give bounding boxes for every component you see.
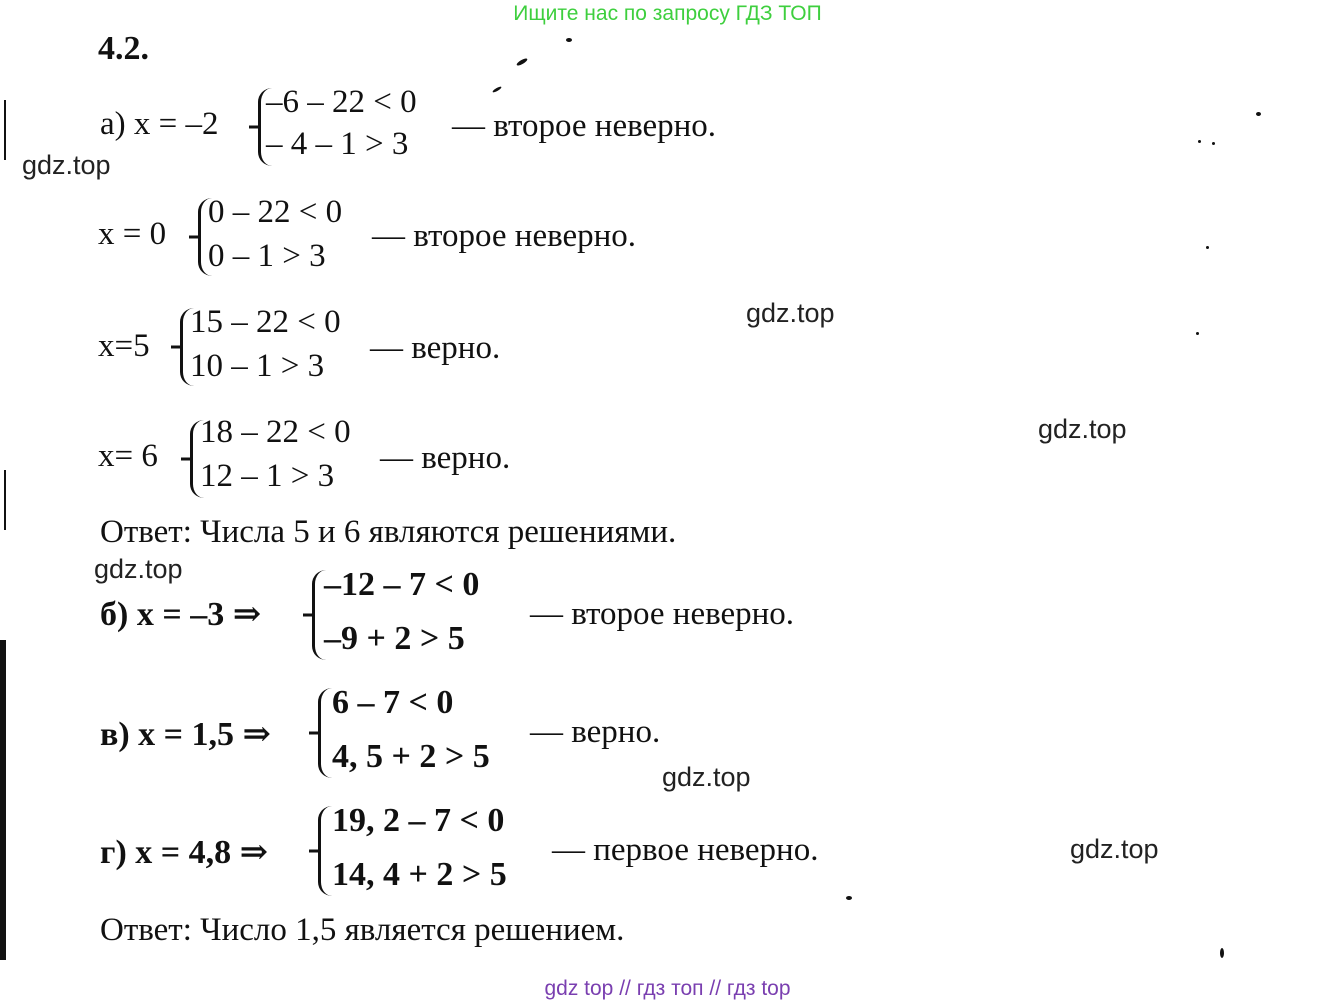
final-answer: Ответ: Число 1,5 является решением. <box>100 912 625 948</box>
verdict: — верно. <box>530 714 661 750</box>
scan-speck <box>1256 112 1261 116</box>
row-label: в) x = 1,5 ⇒ <box>100 716 272 753</box>
scan-edge-mark <box>0 640 6 960</box>
row-label: б) x = –3 ⇒ <box>100 596 262 633</box>
scan-speck <box>516 57 528 66</box>
scan-speck <box>1198 140 1201 143</box>
verdict: — верно. <box>370 330 501 366</box>
system-line-1: 15 – 22 < 0 <box>190 304 341 340</box>
row-label: г) x = 4,8 ⇒ <box>100 834 269 871</box>
system-line-2: 12 – 1 > 3 <box>200 458 335 494</box>
row-label: а) x = –2 <box>100 106 219 142</box>
watermark: gdz.top <box>662 762 751 792</box>
system-line-2: 10 – 1 > 3 <box>190 348 325 384</box>
watermark: gdz.top <box>94 554 183 584</box>
system-line-1: 0 – 22 < 0 <box>208 194 343 230</box>
scan-speck <box>1220 948 1224 958</box>
system-line-2: 0 – 1 > 3 <box>208 238 326 274</box>
system-line-1: –12 – 7 < 0 <box>324 566 480 603</box>
scan-edge-mark <box>4 100 6 160</box>
verdict: — верно. <box>380 440 511 476</box>
watermark: gdz.top <box>22 150 111 180</box>
system-line-2: 14, 4 + 2 > 5 <box>332 856 507 893</box>
scan-speck <box>1196 332 1199 335</box>
system-brace <box>318 688 333 778</box>
row-label: x = 0 <box>98 216 167 252</box>
watermark: gdz.top <box>1070 834 1159 864</box>
system-line-2: –9 + 2 > 5 <box>324 620 465 657</box>
scan-speck <box>1212 142 1215 145</box>
answer: Ответ: Числа 5 и 6 являются решениями. <box>100 514 677 550</box>
problem-number: 4.2. <box>98 30 149 67</box>
system-line-1: 6 – 7 < 0 <box>332 684 454 721</box>
system-line-1: 19, 2 – 7 < 0 <box>332 802 505 839</box>
verdict: — второе неверно. <box>372 218 637 254</box>
watermark: gdz.top <box>746 298 835 328</box>
system-line-1: 18 – 22 < 0 <box>200 414 351 450</box>
scan-speck <box>1206 246 1209 249</box>
scan-edge-mark <box>4 470 6 530</box>
row-label: x= 6 <box>98 438 158 474</box>
system-brace <box>318 806 333 896</box>
scan-speck <box>846 896 852 900</box>
verdict: — второе неверно. <box>452 108 717 144</box>
header-banner: Ищите нас по запросу ГДЗ ТОП <box>513 2 822 25</box>
watermark: gdz.top <box>1038 414 1127 444</box>
verdict: — второе неверно. <box>530 596 795 632</box>
system-line-2: 4, 5 + 2 > 5 <box>332 738 490 775</box>
scan-speck <box>566 38 572 42</box>
footer-banner: gdz top // гдз топ // гдз top <box>544 977 791 1000</box>
system-line-1: –6 – 22 < 0 <box>266 84 417 120</box>
verdict: — первое неверно. <box>552 832 819 868</box>
scan-speck <box>492 86 502 94</box>
system-line-2: – 4 – 1 > 3 <box>266 126 409 162</box>
row-label: x=5 <box>98 328 150 364</box>
